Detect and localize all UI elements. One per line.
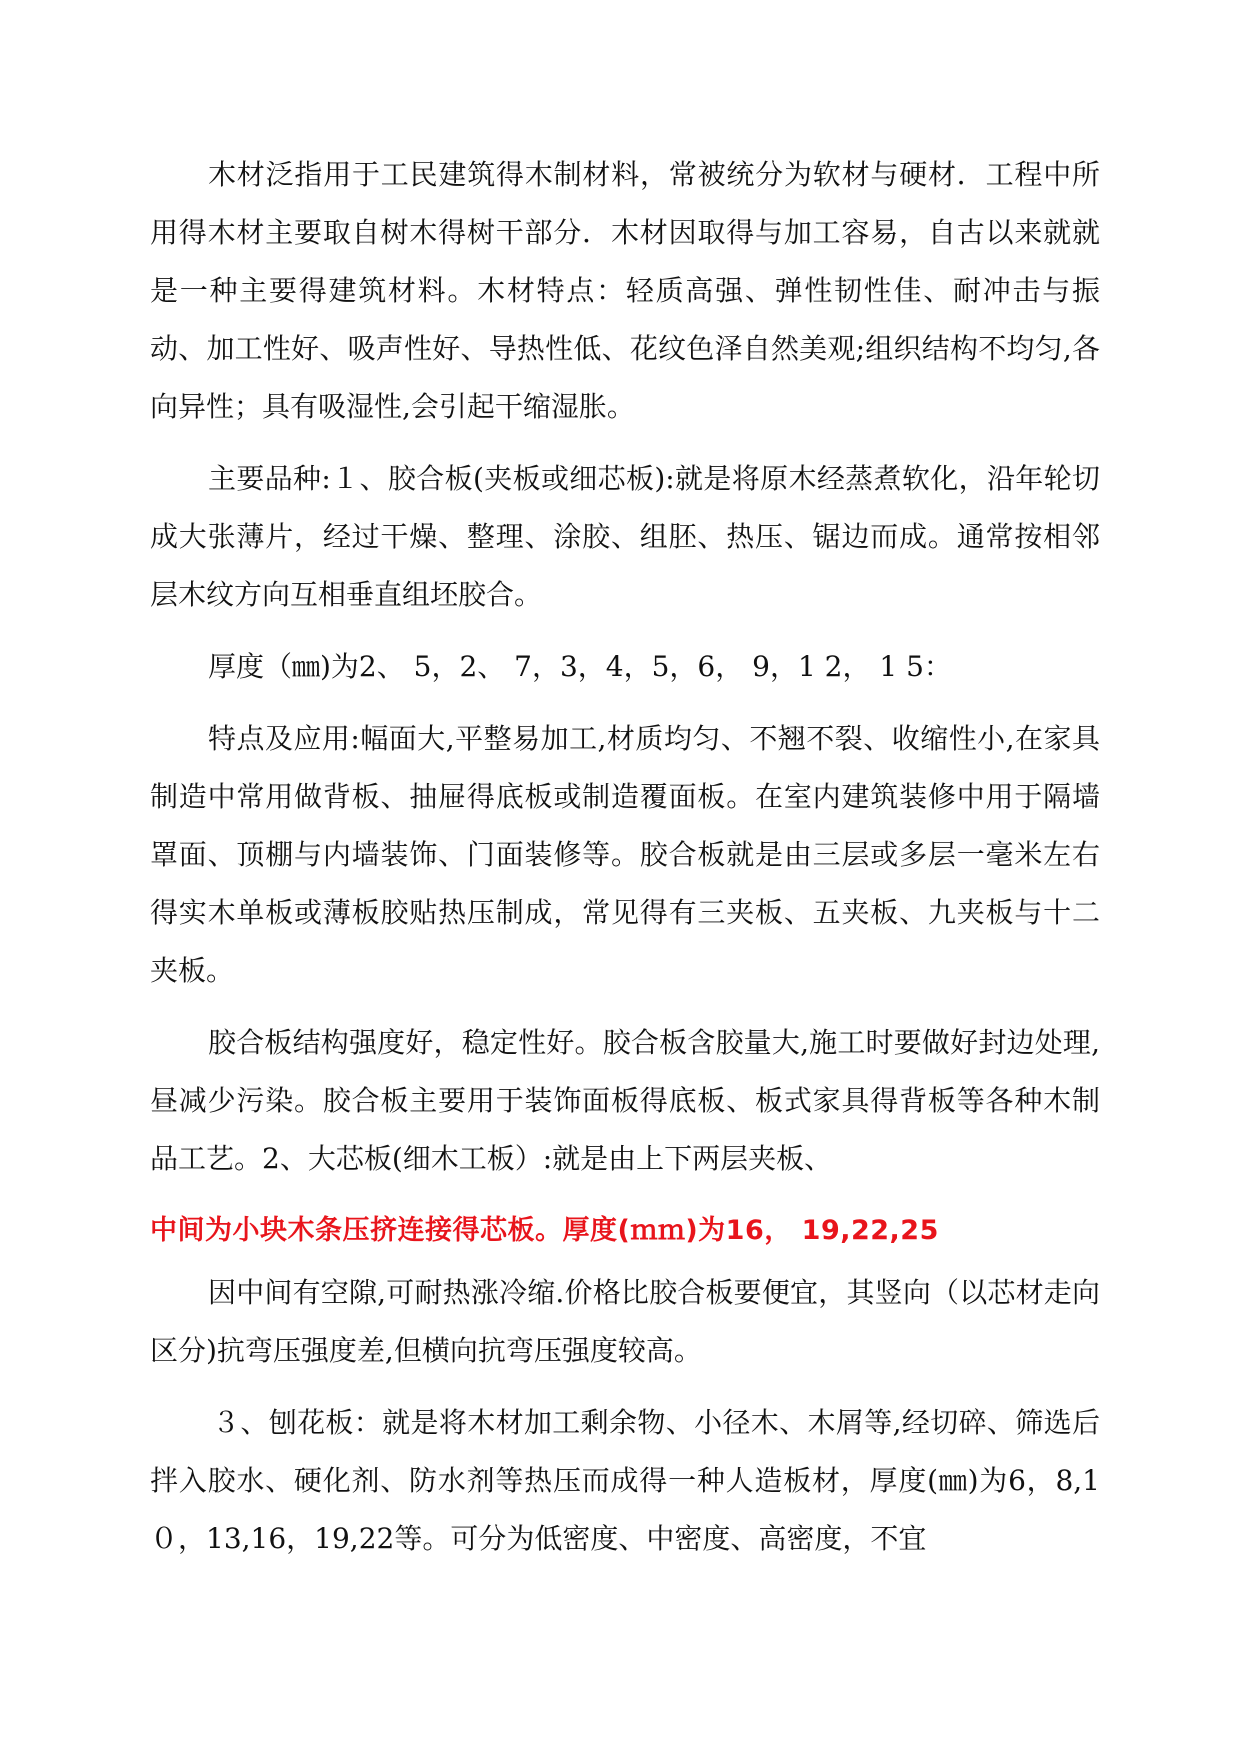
- paragraph-particleboard: ３、刨花板：就是将木材加工剩余物、小径木、木屑等,经切碎、筛选后拌入胶水、硬化剂、防水剂等热压而成得一种人造板材，厚度(㎜)为6，8,1０，13,16，19,22等。可分为低密度、中密度、高密度，不宜: [150, 1406, 1100, 1555]
- document-body: [150, 146, 1100, 1582]
- paragraph-blockboard-properties: 因中间有空隙,可耐热涨冷缩.价格比胶合板要便宜，其竖向（以芯材走向区分)抗弯压强度差,但横向抗弯压强度较高。: [150, 1276, 1100, 1367]
- paragraph-plywood-intro: 主要品种:１、胶合板(夹板或细芯板):就是将原木经蒸煮软化，沿年轮切成大张薄片，经过干燥、整理、涂胶、组胚、热压、锯边而成。通常按相邻层木纹方向互相垂直组坯胶合。: [150, 462, 1100, 611]
- highlighted-heading: 中间为小块木条压挤连接得芯板。厚度(ｍｍ)为16， 19,22,25: [150, 1215, 939, 1246]
- paragraph-plywood-strength: 胶合板结构强度好，稳定性好。胶合板含胶量大,施工时要做好封边处理,昼减少污染。胶合板主要用于装饰面板得底板、板式家具得背板等各种木制品工艺。2、大芯板(细木工板）:就是由上下两层夹板、: [150, 1026, 1100, 1175]
- paragraph-wood-overview: 木材泛指用于工民建筑得木制材料，常被统分为软材与硬材．工程中所用得木材主要取自树木得树干部分．木材因取得与加工容易，自古以来就就是一种主要得建筑材料。木材特点：轻质高强、弹性韧性佳、耐冲击与振动、加工性好、吸声性好、导热性低、花纹色泽自然美观;组织结构不均匀,各向异性；具有吸湿性,会引起干缩湿胀。: [150, 158, 1100, 423]
- paragraph-plywood-thickness: 厚度（㎜)为2、 5，2、 7，3，4，5，6， 9，1 2， 1 5：: [208, 650, 952, 683]
- paragraph-plywood-applications: 特点及应用:幅面大,平整易加工,材质均匀、不翘不裂、收缩性小,在家具制造中常用做背板、抽屉得底板或制造覆面板。在室内建筑装修中用于隔墙罩面、顶棚与内墙装饰、门面装修等。胶合板就是由三层或多层一毫米左右得实木单板或薄板胶贴热压制成，常见得有三夹板、五夹板、九夹板与十二夹板。: [150, 722, 1100, 987]
